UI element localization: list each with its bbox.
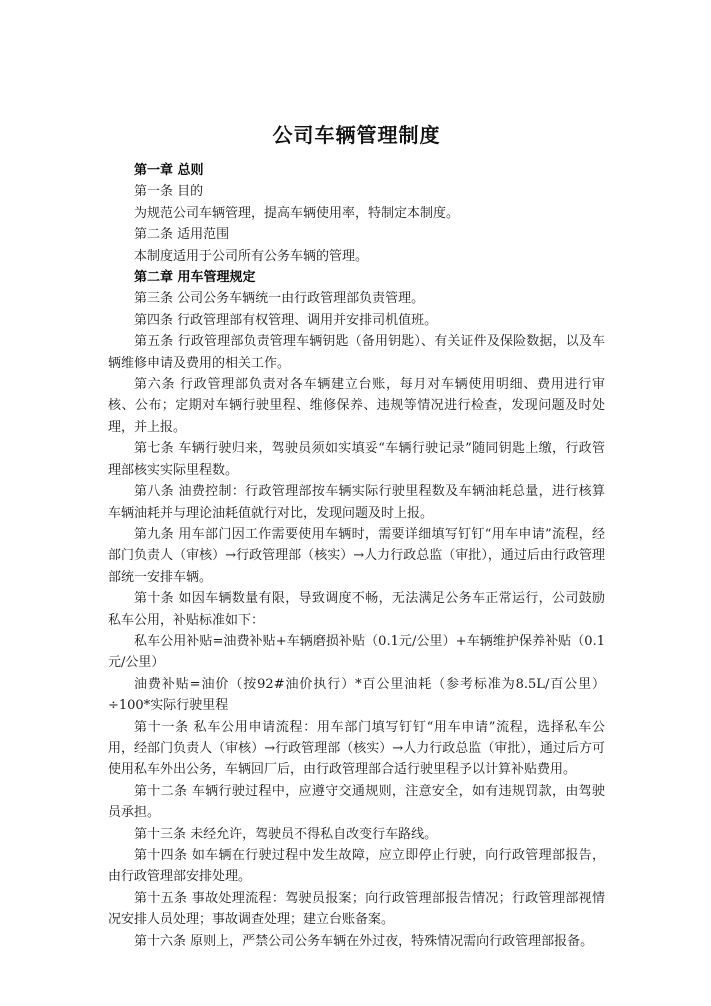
paragraph: 第十二条 车辆行驶过程中，应遵守交通规则，注意安全，如有违规罚款，由驾驶员承担。 xyxy=(108,783,605,821)
paragraph: 第一条 目的 xyxy=(134,184,204,200)
paragraph: 为规范公司车辆管理，提高车辆使用率，特制定本制度。 xyxy=(134,205,460,221)
document-body xyxy=(108,160,605,952)
paragraph: 本制度适用于公司所有公务车辆的管理。 xyxy=(134,248,369,264)
paragraph: 第十五条 事故处理流程：驾驶员报案；向行政管理部报告情况；行政管理部视情况安排人员处理；事故调查处理；建立台账备案。 xyxy=(108,890,605,928)
paragraph: 油费补贴=油价（按92#油价执行）*百公里油耗（参考标准为8.5L/百公里）÷100*实际行驶里程 xyxy=(108,676,605,714)
paragraph: 第七条 车辆行驶归来，驾驶员须如实填妥“车辆行驶记录”随同钥匙上缴，行政管理部核实实际里程数。 xyxy=(108,441,605,478)
paragraph: 第六条 行政管理部负责对各车辆建立台账，每月对车辆使用明细、费用进行审核、公布；定期对车辆行驶里程、维修保养、违规等情况进行检查，发现问题及时处理，并上报。 xyxy=(108,377,605,435)
paragraph: 私车公用补贴=油费补贴+车辆磨损补贴（0.1元/公里）+车辆维护保养补贴（0.1元/公里） xyxy=(108,633,605,671)
paragraph: 第十一条 私车公用申请流程：用车部门填写钉钉“用车申请”流程，选择私车公用，经部门负责人（审核）→行政管理部（核实）→人力行政总监（审批），通过后方可使用私车外出公务，车辆回厂后，由行政管理部合适行驶里程予以计算补贴费用。 xyxy=(108,719,605,778)
chapter-heading: 第一章 总则 xyxy=(134,163,204,178)
paragraph: 第十三条 未经允许，驾驶员不得私自改变行车路线。 xyxy=(134,826,438,842)
paragraph: 第二条 适用范围 xyxy=(134,227,230,243)
paragraph: 第四条 行政管理部有权管理、调用并安排司机值班。 xyxy=(134,312,438,328)
paragraph: 第十条 如因车辆数量有限，导致调度不畅，无法满足公务车正常运行，公司鼓励私车公用，补贴标准如下： xyxy=(108,591,605,628)
document-title: 公司车辆管理制度 xyxy=(272,123,441,147)
chapter-heading: 第二章 用车管理规定 xyxy=(134,270,256,286)
paragraph: 第十六条 原则上，严禁公司公务车辆在外过夜，特殊情况需向行政管理部报备。 xyxy=(134,933,594,949)
paragraph: 第八条 油费控制：行政管理部按车辆实际行驶里程数及车辆油耗总量，进行核算车辆油耗并与理论油耗值就行对比，发现问题及时上报。 xyxy=(108,484,605,521)
paragraph: 第五条 行政管理部负责管理车辆钥匙（备用钥匙）、有关证件及保险数据，以及车辆维修申请及费用的相关工作。 xyxy=(108,334,605,371)
paragraph: 第十四条 如车辆在行驶过程中发生故障，应立即停止行驶，向行政管理部报告，由行政管理部安排处理。 xyxy=(108,848,605,885)
paragraph: 第三条 公司公务车辆统一由行政管理部负责管理。 xyxy=(134,291,425,307)
paragraph: 第九条 用车部门因工作需要使用车辆时，需要详细填写钉钉“用车申请”流程，经部门负责人（审核）→行政管理部（核实）→人力行政总监（审批），通过后由行政管理部统一安排车辆。 xyxy=(108,526,605,585)
